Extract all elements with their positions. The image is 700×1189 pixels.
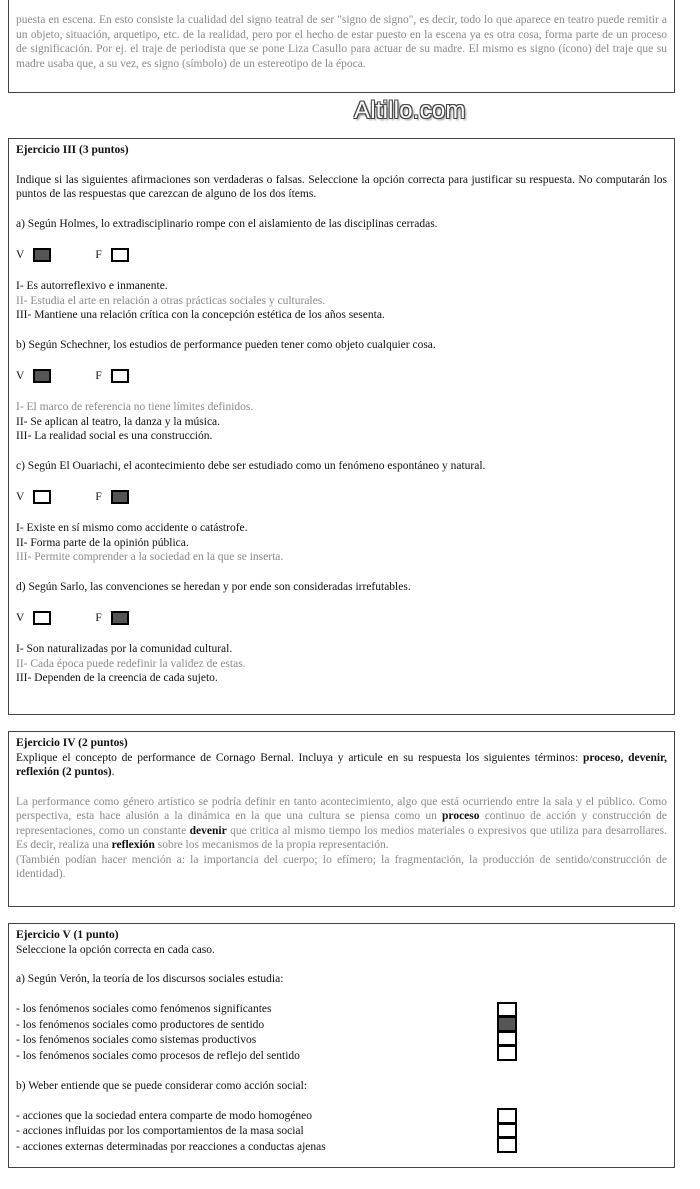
true-checkbox[interactable] xyxy=(33,248,51,262)
exercise-4-block xyxy=(8,731,675,907)
justification-option: II- Se aplican al teatro, la danza y la música. xyxy=(16,415,221,428)
justification-option: III- Dependen de la creencia de cada sujeto. xyxy=(16,672,218,684)
option-checkbox[interactable] xyxy=(497,1016,517,1032)
question-text: b) Según Schechner, los estudios de performance pueden tener como objeto cualquier cosa. xyxy=(16,338,436,351)
option-checkbox[interactable] xyxy=(497,1137,517,1153)
exercise-5-title: Ejercicio V (1 punto) xyxy=(16,929,119,941)
question-text: b) Weber entiende que se puede considerar como acción social: xyxy=(16,1079,308,1092)
false-label: F xyxy=(95,369,102,382)
true-label: V xyxy=(16,611,25,624)
option-row xyxy=(16,1124,667,1140)
true-false-selector xyxy=(16,609,667,627)
true-label: V xyxy=(16,248,25,261)
false-label: F xyxy=(95,248,102,261)
answer-term-devenir: devenir xyxy=(189,824,227,837)
exercise-4-answer xyxy=(16,795,667,853)
justification-option: II- Cada época puede redefinir la validez de estas. xyxy=(16,657,246,670)
option-row xyxy=(16,1139,667,1155)
exercise-3-instructions: Indique si las siguientes afirmaciones son verdaderas o falsas. Seleccione la opción correcta para justificar su respuesta. No computarán los puntos de las respuestas que carezcan de alguno de los dos ítems. xyxy=(16,173,667,200)
true-label: V xyxy=(16,490,25,503)
exercise-4-prompt-end: . xyxy=(111,766,115,778)
option-checkbox[interactable] xyxy=(497,1031,517,1047)
justification-option: I- Existe en sí mismo como accidente o catástrofe. xyxy=(16,522,248,534)
exercise-3-title: Ejercicio III (3 puntos) xyxy=(16,144,129,156)
option-checkbox[interactable] xyxy=(497,1123,517,1139)
justification-option: I- Son naturalizadas por la comunidad cultural. xyxy=(16,643,233,655)
option-text: - los fenómenos sociales como sistemas productivos xyxy=(16,1034,257,1046)
option-text: - acciones que la sociedad entera comparte de modo homogéneo xyxy=(16,1109,313,1122)
false-label: F xyxy=(95,611,102,624)
justification-option: I- El marco de referencia no tiene límites definidos. xyxy=(16,401,254,413)
true-checkbox[interactable] xyxy=(33,490,51,504)
option-text: - los fenómenos sociales como fenómenos significantes xyxy=(16,1003,272,1015)
justification-option: III- Mantiene una relación crítica con la concepción estética de los años sesenta. xyxy=(16,309,385,321)
question-text: c) Según El Ouariachi, el acontecimiento debe ser estudiado como un fenómeno espontáneo y natural. xyxy=(16,459,486,472)
option-row xyxy=(16,1108,667,1124)
true-checkbox[interactable] xyxy=(33,611,51,625)
previous-answer-block xyxy=(8,0,675,93)
false-checkbox[interactable] xyxy=(111,490,129,504)
option-list xyxy=(16,1002,667,1064)
answer-text-4: sobre los mecanismos de la propia representación. xyxy=(157,839,389,851)
option-text: - los fenómenos sociales como productores de sentido xyxy=(16,1018,265,1031)
true-false-selector xyxy=(16,246,667,264)
question-text: a) Según Holmes, lo extradisciplinario rompe con el aislamiento de las disciplinas cerradas. xyxy=(16,217,438,230)
exercise-5-instructions: Seleccione la opción correcta en cada caso. xyxy=(16,943,215,956)
justification-option: III- Permite comprender a la sociedad en la que se inserta. xyxy=(16,551,284,563)
previous-answer-text: puesta en escena. En esto consiste la cualidad del signo teatral de ser "signo de signo", es decir, todo lo que aparece en teatro puede remitir a un objeto, situación, arquetipo, etc. de la realidad, pero por el hecho de estar puesto en la escena ya es otra cosa, forma parte de un proceso de significación. Por ej. el traje de periodista que se pone Liza Casullo para actuar de su madre. El mismo es signo (ícono) del traje que su madre usaba que, a su vez, es signo (símbolo) de un estereotipo de la época. xyxy=(16,14,667,70)
answer-term-reflexion: reflexión xyxy=(111,839,155,851)
option-row xyxy=(16,1033,667,1049)
true-false-selector xyxy=(16,488,667,506)
justification-option: III- La realidad social es una construcción. xyxy=(16,430,213,442)
false-checkbox[interactable] xyxy=(111,369,129,383)
exercise-4-title: Ejercicio IV (2 puntos) xyxy=(16,737,128,749)
option-checkbox[interactable] xyxy=(497,1045,517,1061)
checkbox-column xyxy=(497,1002,517,1061)
option-row xyxy=(16,1002,667,1018)
answer-text-1: La performance como género artístico se podría definir en tanto acontecimiento, algo que está ocurriendo entre la sala y el público. Como perspectiva, esta hace alusión a la dinámica en la que una cultura se piensa como un xyxy=(16,795,667,822)
true-false-selector xyxy=(16,367,667,385)
option-text: - acciones influidas por los comportamientos de la masa social xyxy=(16,1125,304,1137)
exercise-4-answer-note: (También podían hacer mención a: la importancia del cuerpo; lo efímero; la fragmentación, la producción de sentido/construcción de identidad). xyxy=(16,853,667,880)
true-checkbox[interactable] xyxy=(33,369,51,383)
option-row xyxy=(16,1048,667,1064)
question-text: d) Según Sarlo, las convenciones se heredan y por ende son consideradas irrefutables. xyxy=(16,580,411,593)
option-text: - los fenómenos sociales como procesos de reflejo del sentido xyxy=(16,1049,300,1062)
exercise-4-prompt-terms: proceso, devenir, reflexión (2 puntos) xyxy=(16,751,667,778)
answer-text-3: que critica al mismo tiempo los medios materiales o expresivos que utiliza para desarrollares. Es decir, realiza una xyxy=(16,824,668,851)
true-label: V xyxy=(16,369,25,382)
option-checkbox[interactable] xyxy=(497,1002,517,1018)
checkbox-column xyxy=(497,1108,517,1153)
option-text: - acciones externas determinadas por reacciones a conductas ajenas xyxy=(16,1140,326,1153)
exercise-4-prompt-text: Explique el concepto de performance de Cornago Bernal. Incluya y articule en su respuesta los siguientes términos: xyxy=(16,751,579,764)
justification-option: I- Es autorreflexivo e inmanente. xyxy=(16,280,168,292)
altillo-logo: Altillo.com xyxy=(354,97,466,124)
exercise-5-block xyxy=(8,923,675,1168)
false-label: F xyxy=(95,490,102,503)
justification-option: II- Forma parte de la opinión pública. xyxy=(16,536,189,549)
exercise-4-prompt xyxy=(16,751,667,780)
false-checkbox[interactable] xyxy=(111,248,129,262)
answer-text-2: continuo de acción y construcción de representaciones, como un constante xyxy=(16,810,668,837)
option-checkbox[interactable] xyxy=(497,1108,517,1124)
answer-term-proceso: proceso xyxy=(442,810,480,822)
false-checkbox[interactable] xyxy=(111,611,129,625)
option-list xyxy=(16,1108,667,1155)
exercise-3-block xyxy=(8,138,675,715)
justification-option: II- Estudia el arte en relación a otras prácticas sociales y culturales. xyxy=(16,294,326,307)
option-row xyxy=(16,1017,667,1033)
question-text: a) Según Verón, la teoría de los discursos sociales estudia: xyxy=(16,973,284,985)
